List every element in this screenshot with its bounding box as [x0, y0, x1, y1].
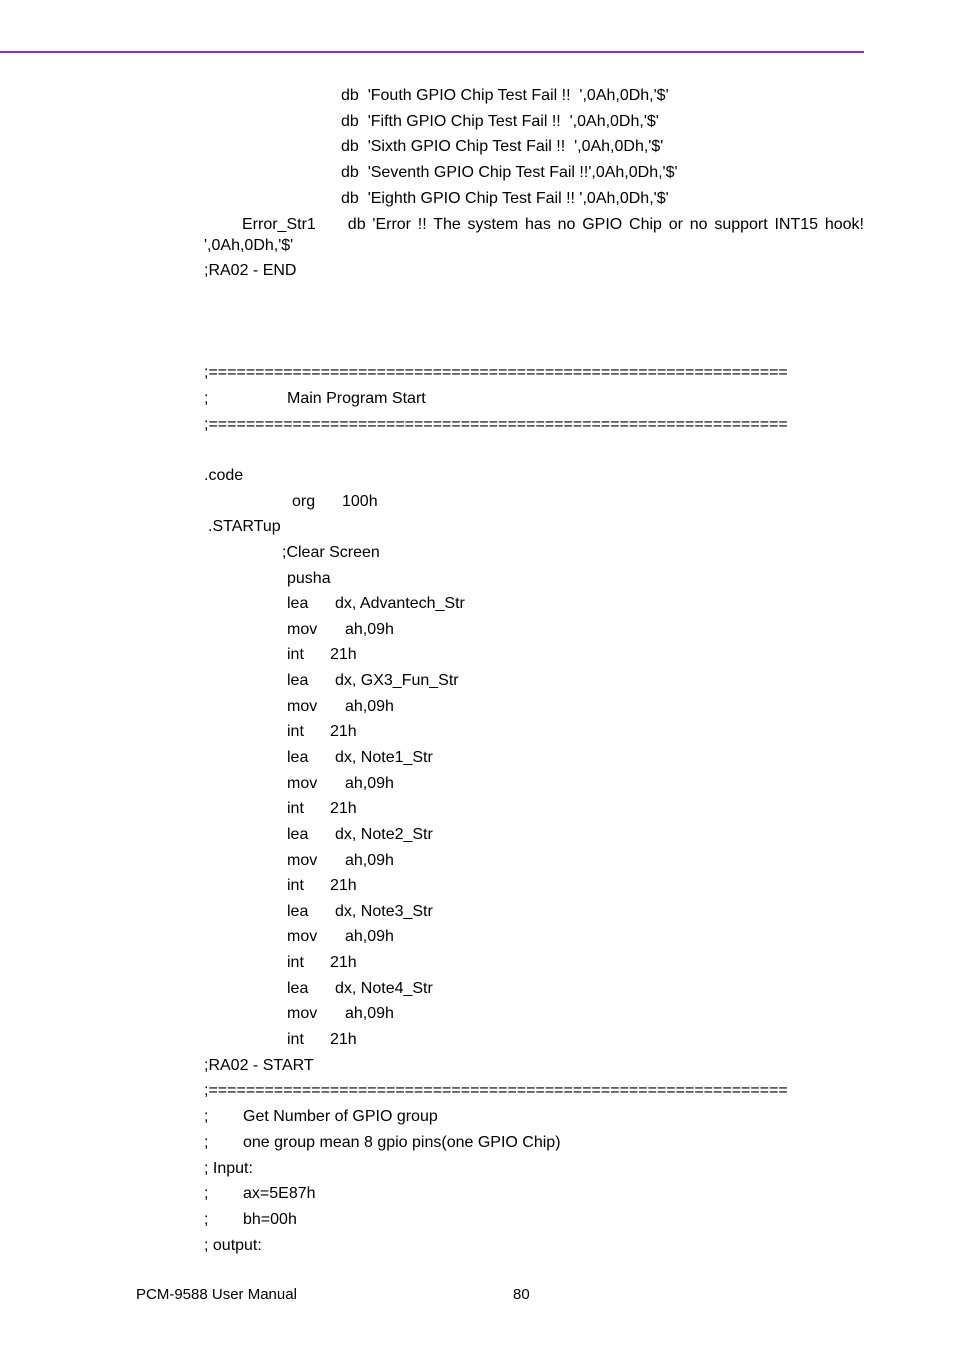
main-header-prefix: ;: [204, 390, 209, 407]
instruction-arg: ah,09h: [345, 698, 394, 715]
comment-prefix: ; Input:: [204, 1160, 253, 1177]
instruction-arg: 21h: [330, 723, 357, 740]
instruction-arg: dx, Note4_Str: [335, 980, 433, 997]
main-header-title: Main Program Start: [287, 390, 426, 407]
instruction-arg: 21h: [330, 646, 357, 663]
org-op: org: [292, 493, 316, 510]
org-arg: 100h: [342, 493, 378, 510]
ra02-start: ;RA02 - START: [204, 1057, 314, 1074]
separator-line: ;==============================================================: [204, 1082, 788, 1099]
instruction-arg: ah,09h: [345, 621, 394, 638]
instruction-op: mov: [287, 621, 318, 638]
pusha-instruction: pusha: [287, 570, 331, 587]
comment-prefix: ;: [204, 1211, 209, 1228]
instruction-arg: dx, Advantech_Str: [335, 595, 465, 612]
instruction-op: lea: [287, 826, 309, 843]
instruction-arg: dx, Note3_Str: [335, 903, 433, 920]
clear-screen-comment: ;Clear Screen: [282, 544, 380, 561]
code-directive: .code: [204, 467, 244, 484]
comment-prefix: ;: [204, 1108, 209, 1125]
instruction-op: int: [287, 1031, 304, 1048]
instruction-op: int: [287, 954, 304, 971]
instruction-op: lea: [287, 749, 309, 766]
instruction-arg: dx, Note2_Str: [335, 826, 433, 843]
comment-text: ax=5E87h: [243, 1185, 316, 1202]
comment-text: bh=00h: [243, 1211, 297, 1228]
instruction-arg: 21h: [330, 954, 357, 971]
separator-line: ;==============================================================: [204, 416, 788, 433]
top-rule: [0, 51, 864, 53]
comment-text: Get Number of GPIO group: [243, 1108, 438, 1125]
comment-prefix: ;: [204, 1185, 209, 1202]
instruction-arg: ah,09h: [345, 775, 394, 792]
instruction-op: lea: [287, 980, 309, 997]
instruction-op: lea: [287, 595, 309, 612]
instruction-op: mov: [287, 928, 318, 945]
instruction-op: mov: [287, 1005, 318, 1022]
db-line: db 'Sixth GPIO Chip Test Fail !! ',0Ah,0Dh,'$': [341, 138, 664, 155]
instruction-arg: ah,09h: [345, 1005, 394, 1022]
db-line: db 'Fifth GPIO Chip Test Fail !! ',0Ah,0Dh,'$': [341, 113, 659, 130]
instruction-arg: 21h: [330, 1031, 357, 1048]
separator-line: ;==============================================================: [204, 364, 788, 381]
ra02-end: ;RA02 - END: [204, 262, 297, 279]
error-str-label: Error_Str1: [242, 216, 316, 233]
comment-text: one group mean 8 gpio pins(one GPIO Chip): [243, 1134, 561, 1151]
footer-page-number: 80: [513, 1286, 530, 1303]
instruction-op: mov: [287, 775, 318, 792]
db-line: db 'Eighth GPIO Chip Test Fail !! ',0Ah,0Dh,'$': [341, 190, 669, 207]
db-line: db 'Seventh GPIO Chip Test Fail !!',0Ah,0Dh,'$': [341, 164, 678, 181]
instruction-op: int: [287, 877, 304, 894]
instruction-arg: ah,09h: [345, 852, 394, 869]
instruction-op: int: [287, 646, 304, 663]
instruction-arg: dx, Note1_Str: [335, 749, 433, 766]
footer-manual-name: PCM-9588 User Manual: [136, 1286, 297, 1303]
error-str-line: [204, 214, 864, 256]
instruction-op: mov: [287, 698, 318, 715]
instruction-op: lea: [287, 672, 309, 689]
instruction-op: int: [287, 800, 304, 817]
instruction-arg: 21h: [330, 877, 357, 894]
instruction-op: mov: [287, 852, 318, 869]
comment-prefix: ; output:: [204, 1237, 262, 1254]
instruction-op: int: [287, 723, 304, 740]
instruction-arg: ah,09h: [345, 928, 394, 945]
db-line: db 'Fouth GPIO Chip Test Fail !! ',0Ah,0Dh,'$': [341, 87, 669, 104]
instruction-arg: dx, GX3_Fun_Str: [335, 672, 459, 689]
error-str-text: db 'Error !! The system has no GPIO Chip or no support INT15 hook! ',0Ah,0Dh,'$': [204, 216, 864, 254]
instruction-arg: 21h: [330, 800, 357, 817]
instruction-op: lea: [287, 903, 309, 920]
comment-prefix: ;: [204, 1134, 209, 1151]
startup-directive: .STARTup: [208, 518, 281, 535]
